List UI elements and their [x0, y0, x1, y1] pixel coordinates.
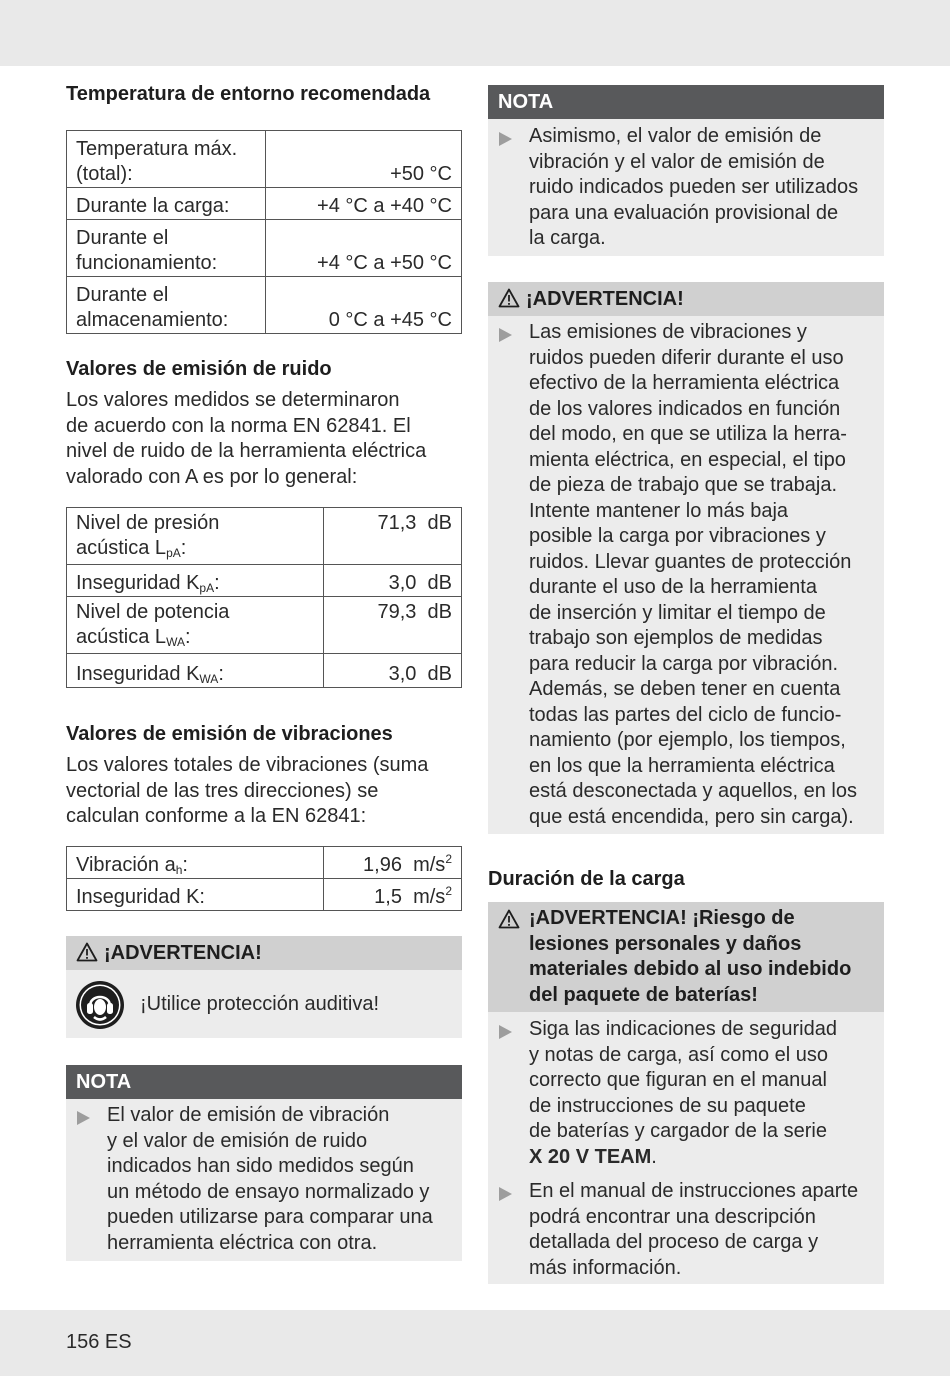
- noise-value: 3,0 dB: [324, 565, 462, 597]
- note-right-box: [488, 85, 884, 256]
- note-right-header: NOTA: [488, 85, 884, 119]
- warning-hearing-text: ¡Utilice protección auditiva!: [140, 993, 379, 1015]
- page-number: 156 ES: [66, 1331, 132, 1353]
- table-row: [67, 654, 462, 688]
- vibration-table: [66, 846, 462, 911]
- arrow-bullet-icon: [77, 1111, 90, 1125]
- arrow-bullet-icon: [499, 132, 512, 146]
- table-row: [67, 847, 462, 879]
- ear-protection-icon: [75, 980, 125, 1035]
- list-item: En el manual de instrucciones aparte podrá encontrar una descripción detallada del proceso de carga y más información.: [488, 1170, 884, 1281]
- vibration-value: 1,96 $m/s^2$: [324, 847, 462, 879]
- temp-label: Temperatura máx. (total):: [67, 131, 266, 188]
- table-row: [67, 879, 462, 911]
- table-row: [67, 131, 462, 188]
- table-row: [67, 277, 462, 334]
- temp-value: +50 °C: [266, 131, 462, 188]
- warning-hearing-header: ¡ADVERTENCIA!: [66, 936, 462, 970]
- list-item: Las emisiones de vibraciones y ruidos pueden diferir durante el uso efectivo de la herramienta eléctrica de los valores indicados en función del modo, en que se utiliza la herra- mienta eléctrica, en especial, el tipo de pieza de trabajo que se trabaja. Intente mantener lo más baja posible la carga por vibraciones y ruidos. Llevar guantes de protección durante el uso de la herramienta de inserción y limitar el tiempo de trabajo son ejemplos de medidas para reducir la carga por vibración. Además, se deben tener en cuenta todas las partes del ciclo de funcio- namiento (por ejemplo, los tiempos, en los que la herramienta eléctrica está desconectada y aquellos, en los que está encendida, pero sin carga).: [488, 316, 884, 830]
- list-item: Asimismo, el valor de emisión de vibración y el valor de emisión de ruido indicados pueden ser utilizados para una evaluación provisional de la carga.: [488, 119, 884, 252]
- noise-label: Inseguridad $K_{WA}$:: [67, 654, 324, 688]
- table-row: [67, 220, 462, 277]
- arrow-bullet-icon: [499, 1187, 512, 1201]
- temp-value: +4 °C a +50 °C: [266, 220, 462, 277]
- temp-label: Durante el almacenamiento:: [67, 277, 266, 334]
- vibration-title: Valores de emisión de vibraciones: [66, 723, 393, 745]
- warning-triangle-icon: [498, 909, 520, 935]
- table-row: [67, 188, 462, 220]
- noise-title: Valores de emisión de ruido: [66, 358, 332, 380]
- vibration-label: Vibración $a_h$:: [67, 847, 324, 879]
- warning-triangle-icon: [498, 288, 520, 314]
- noise-intro: Los valores medidos se determinaron de acuerdo con la norma EN 62841. El nivel de ruido de la herramienta eléctrica valorado con A es por lo general:: [66, 389, 427, 488]
- noise-label: Nivel de potencia acústica $L_{WA}$:: [67, 597, 324, 654]
- noise-label: Inseguridad $K_{pA}$:: [67, 565, 324, 597]
- arrow-bullet-icon: [499, 328, 512, 342]
- top-bar: [0, 0, 950, 66]
- temperature-title: Temperatura de entorno recomendada: [66, 83, 431, 105]
- warning-right-header: ¡ADVERTENCIA!: [488, 282, 884, 316]
- note-left-box: [66, 1065, 462, 1261]
- load-duration-title: Duración de la carga: [488, 868, 685, 890]
- vibration-intro: Los valores totales de vibraciones (suma vectorial de las tres direcciones) se calculan conforme a la EN 62841:: [66, 754, 429, 827]
- table-row: [67, 565, 462, 597]
- noise-label: Nivel de presión acústica $L_{pA}$:: [67, 508, 324, 565]
- vibration-label: Inseguridad K:: [67, 879, 324, 911]
- temp-value: +4 °C a +40 °C: [266, 188, 462, 220]
- noise-value: 71,3 dB: [324, 508, 462, 565]
- note-left-header: NOTA: [66, 1065, 462, 1099]
- list-item: Siga las indicaciones de seguridad y notas de carga, así como el uso correcto que figuran en el manual de instrucciones de su paquete de baterías y cargador de la serie X 20 V TEAM.: [488, 1012, 884, 1170]
- noise-value: 79,3 dB: [324, 597, 462, 654]
- bottom-bar: [0, 1310, 950, 1376]
- warning-triangle-icon: [76, 942, 98, 968]
- temp-value: 0 °C a +45 °C: [266, 277, 462, 334]
- temp-label: Durante la carga:: [67, 188, 266, 220]
- load-warning-header: ¡ADVERTENCIA! ¡Riesgo de lesiones personales y daños materiales debido al uso indebido del paquete de baterías!: [488, 902, 884, 1012]
- temperature-table: [66, 130, 462, 334]
- list-item: El valor de emisión de vibración y el valor de emisión de ruido indicados han sido medidos según un método de ensayo normalizado y pueden utilizarse para comparar una herramienta eléctrica con otra.: [66, 1099, 462, 1256]
- vibration-value: 1,5 $m/s^2$: [324, 879, 462, 911]
- load-warning-box: [488, 902, 884, 1284]
- table-row: [67, 597, 462, 654]
- table-row: [67, 508, 462, 565]
- warning-hearing-box: [66, 936, 462, 1038]
- arrow-bullet-icon: [499, 1025, 512, 1039]
- noise-table: [66, 507, 462, 688]
- temp-label: Durante el funcionamiento:: [67, 220, 266, 277]
- noise-value: 3,0 dB: [324, 654, 462, 688]
- warning-right-box: [488, 282, 884, 834]
